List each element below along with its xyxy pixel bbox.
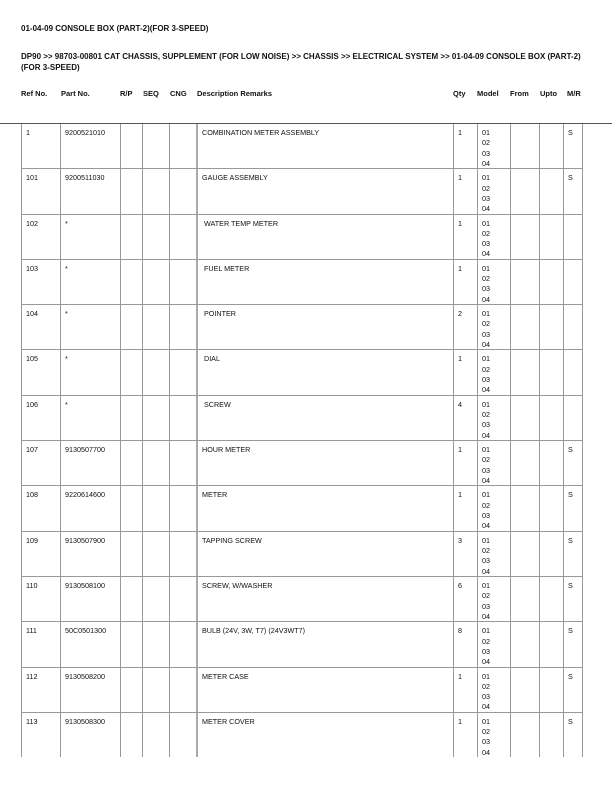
table-row[interactable] bbox=[21, 350, 583, 395]
table-row[interactable] bbox=[21, 532, 583, 577]
cell-rp bbox=[120, 622, 142, 666]
cell-mr: S bbox=[563, 668, 583, 712]
cell-ref: 103 bbox=[21, 260, 60, 304]
cell-cng bbox=[169, 486, 196, 530]
cell-from bbox=[510, 713, 539, 757]
cell-cng bbox=[169, 260, 196, 304]
cell-upto bbox=[539, 577, 563, 621]
cell-qty: 1 bbox=[453, 215, 477, 259]
header-rp: R/P bbox=[120, 89, 133, 98]
cell-ref: 105 bbox=[21, 350, 60, 394]
cell-upto bbox=[539, 713, 563, 757]
cell-desc: DIAL bbox=[196, 350, 453, 394]
cell-ref: 112 bbox=[21, 668, 60, 712]
model-code: 02 bbox=[482, 274, 490, 284]
model-code: 01 bbox=[482, 626, 490, 636]
cell-mr bbox=[563, 215, 583, 259]
cell-upto bbox=[539, 668, 563, 712]
cell-seq bbox=[142, 396, 169, 440]
cell-models bbox=[477, 532, 510, 576]
cell-desc: WATER TEMP METER bbox=[196, 215, 453, 259]
model-code: 02 bbox=[482, 364, 490, 374]
model-code: 03 bbox=[482, 148, 490, 158]
model-code: 03 bbox=[482, 284, 490, 294]
cell-models bbox=[477, 713, 510, 757]
cell-rp bbox=[120, 396, 142, 440]
cell-desc: HOUR METER bbox=[196, 441, 453, 485]
cell-part: * bbox=[60, 350, 120, 394]
cell-part: 9130507700 bbox=[60, 441, 120, 485]
cell-seq bbox=[142, 486, 169, 530]
cell-seq bbox=[142, 124, 169, 168]
model-code: 04 bbox=[482, 340, 490, 350]
cell-from bbox=[510, 169, 539, 213]
cell-models bbox=[477, 622, 510, 666]
cell-qty: 1 bbox=[453, 169, 477, 213]
cell-seq bbox=[142, 577, 169, 621]
table-row[interactable] bbox=[21, 169, 583, 214]
model-code: 04 bbox=[482, 566, 490, 576]
cell-from bbox=[510, 350, 539, 394]
model-code: 04 bbox=[482, 385, 490, 395]
cell-rp bbox=[120, 532, 142, 576]
cell-rp bbox=[120, 441, 142, 485]
cell-models bbox=[477, 305, 510, 349]
cell-models bbox=[477, 668, 510, 712]
cell-mr bbox=[563, 305, 583, 349]
cell-ref: 1 bbox=[21, 124, 60, 168]
cell-upto bbox=[539, 260, 563, 304]
cell-ref: 108 bbox=[21, 486, 60, 530]
cell-rp bbox=[120, 713, 142, 757]
cell-from bbox=[510, 305, 539, 349]
table-row[interactable] bbox=[21, 668, 583, 713]
model-code: 02 bbox=[482, 636, 490, 646]
cell-from bbox=[510, 396, 539, 440]
model-code: 04 bbox=[482, 611, 490, 621]
model-code: 03 bbox=[482, 465, 490, 475]
cell-models bbox=[477, 169, 510, 213]
model-code: 04 bbox=[482, 702, 490, 712]
cell-cng bbox=[169, 441, 196, 485]
cell-qty: 1 bbox=[453, 260, 477, 304]
cell-upto bbox=[539, 350, 563, 394]
cell-part: 50C0501300 bbox=[60, 622, 120, 666]
cell-rp bbox=[120, 486, 142, 530]
cell-rp bbox=[120, 124, 142, 168]
cell-rp bbox=[120, 577, 142, 621]
cell-cng bbox=[169, 713, 196, 757]
cell-cng bbox=[169, 532, 196, 576]
model-code: 01 bbox=[482, 399, 490, 409]
model-code: 03 bbox=[482, 737, 490, 747]
cell-qty: 1 bbox=[453, 486, 477, 530]
cell-mr: S bbox=[563, 169, 583, 213]
model-code: 01 bbox=[482, 671, 490, 681]
model-code: 02 bbox=[482, 500, 490, 510]
model-code: 01 bbox=[482, 354, 490, 364]
cell-seq bbox=[142, 169, 169, 213]
cell-desc: METER CASE bbox=[196, 668, 453, 712]
model-code: 03 bbox=[482, 601, 490, 611]
cell-upto bbox=[539, 124, 563, 168]
cell-cng bbox=[169, 577, 196, 621]
cell-from bbox=[510, 441, 539, 485]
table-row[interactable] bbox=[21, 577, 583, 622]
cell-upto bbox=[539, 441, 563, 485]
cell-from bbox=[510, 532, 539, 576]
cell-rp bbox=[120, 350, 142, 394]
model-code: 03 bbox=[482, 420, 490, 430]
model-code: 04 bbox=[482, 294, 490, 304]
model-code: 01 bbox=[482, 445, 490, 455]
cell-from bbox=[510, 124, 539, 168]
model-code: 01 bbox=[482, 716, 490, 726]
cell-rp bbox=[120, 260, 142, 304]
cell-mr bbox=[563, 350, 583, 394]
model-code: 02 bbox=[482, 410, 490, 420]
cell-ref: 110 bbox=[21, 577, 60, 621]
cell-cng bbox=[169, 305, 196, 349]
model-code: 02 bbox=[482, 228, 490, 238]
cell-mr: S bbox=[563, 486, 583, 530]
cell-ref: 113 bbox=[21, 713, 60, 757]
model-code: 02 bbox=[482, 138, 490, 148]
model-code: 03 bbox=[482, 646, 490, 656]
cell-part: * bbox=[60, 396, 120, 440]
cell-upto bbox=[539, 169, 563, 213]
cell-part: * bbox=[60, 305, 120, 349]
header-mr: M/R bbox=[567, 89, 581, 98]
cell-from bbox=[510, 577, 539, 621]
cell-desc: TAPPING SCREW bbox=[196, 532, 453, 576]
page-title: 01-04-09 CONSOLE BOX (PART-2)(FOR 3-SPEED) bbox=[21, 24, 209, 33]
cell-desc: GAUGE ASSEMBLY bbox=[196, 169, 453, 213]
model-code: 04 bbox=[482, 657, 490, 667]
cell-part: 9130508100 bbox=[60, 577, 120, 621]
cell-mr: S bbox=[563, 532, 583, 576]
model-code: 02 bbox=[482, 183, 490, 193]
cell-desc: POINTER bbox=[196, 305, 453, 349]
model-code: 01 bbox=[482, 173, 490, 183]
cell-models bbox=[477, 215, 510, 259]
model-code: 04 bbox=[482, 475, 490, 485]
model-code: 02 bbox=[482, 455, 490, 465]
cell-models bbox=[477, 441, 510, 485]
model-code: 02 bbox=[482, 727, 490, 737]
model-code: 04 bbox=[482, 249, 490, 259]
model-code: 04 bbox=[482, 204, 490, 214]
model-code: 03 bbox=[482, 329, 490, 339]
header-upto: Upto bbox=[540, 89, 558, 98]
cell-mr bbox=[563, 260, 583, 304]
cell-ref: 106 bbox=[21, 396, 60, 440]
cell-cng bbox=[169, 124, 196, 168]
model-code: 02 bbox=[482, 319, 490, 329]
header-ref: Ref No. bbox=[21, 89, 48, 98]
table-row[interactable] bbox=[21, 124, 583, 169]
cell-models bbox=[477, 396, 510, 440]
model-code: 03 bbox=[482, 193, 490, 203]
cell-seq bbox=[142, 713, 169, 757]
table-row[interactable] bbox=[21, 486, 583, 531]
cell-models bbox=[477, 577, 510, 621]
cell-qty: 2 bbox=[453, 305, 477, 349]
cell-qty: 4 bbox=[453, 396, 477, 440]
cell-qty: 1 bbox=[453, 350, 477, 394]
model-code: 01 bbox=[482, 263, 490, 273]
cell-seq bbox=[142, 622, 169, 666]
model-code: 04 bbox=[482, 747, 490, 757]
cell-desc: SCREW, W/WASHER bbox=[196, 577, 453, 621]
cell-mr: S bbox=[563, 713, 583, 757]
cell-mr: S bbox=[563, 441, 583, 485]
table-row[interactable] bbox=[21, 260, 583, 305]
cell-seq bbox=[142, 532, 169, 576]
model-code: 04 bbox=[482, 521, 490, 531]
cell-cng bbox=[169, 622, 196, 666]
cell-qty: 3 bbox=[453, 532, 477, 576]
cell-ref: 111 bbox=[21, 622, 60, 666]
cell-from bbox=[510, 622, 539, 666]
cell-seq bbox=[142, 441, 169, 485]
model-code: 04 bbox=[482, 158, 490, 168]
cell-rp bbox=[120, 668, 142, 712]
cell-models bbox=[477, 260, 510, 304]
model-code: 01 bbox=[482, 535, 490, 545]
model-code: 01 bbox=[482, 218, 490, 228]
cell-desc: SCREW bbox=[196, 396, 453, 440]
cell-part: 9200521010 bbox=[60, 124, 120, 168]
cell-seq bbox=[142, 215, 169, 259]
cell-upto bbox=[539, 486, 563, 530]
cell-mr: S bbox=[563, 622, 583, 666]
cell-rp bbox=[120, 215, 142, 259]
table-row[interactable] bbox=[21, 622, 583, 667]
cell-ref: 104 bbox=[21, 305, 60, 349]
cell-desc: METER COVER bbox=[196, 713, 453, 757]
header-model: Model bbox=[477, 89, 499, 98]
cell-part: 9130507900 bbox=[60, 532, 120, 576]
cell-cng bbox=[169, 169, 196, 213]
cell-part: 9130508200 bbox=[60, 668, 120, 712]
cell-qty: 1 bbox=[453, 441, 477, 485]
cell-mr bbox=[563, 396, 583, 440]
cell-cng bbox=[169, 350, 196, 394]
cell-upto bbox=[539, 622, 563, 666]
table-row[interactable] bbox=[21, 396, 583, 441]
table-row[interactable] bbox=[21, 305, 583, 350]
header-desc: Description Remarks bbox=[197, 89, 273, 98]
header-seq: SEQ bbox=[143, 89, 159, 98]
table-row[interactable] bbox=[21, 713, 583, 757]
parts-table bbox=[21, 124, 583, 757]
cell-ref: 102 bbox=[21, 215, 60, 259]
model-code: 02 bbox=[482, 681, 490, 691]
cell-qty: 1 bbox=[453, 124, 477, 168]
header-part: Part No. bbox=[61, 89, 90, 98]
model-code: 03 bbox=[482, 375, 490, 385]
cell-ref: 109 bbox=[21, 532, 60, 576]
cell-models bbox=[477, 486, 510, 530]
model-code: 03 bbox=[482, 510, 490, 520]
cell-upto bbox=[539, 396, 563, 440]
cell-cng bbox=[169, 215, 196, 259]
cell-models bbox=[477, 124, 510, 168]
header-qty: Qty bbox=[453, 89, 466, 98]
cell-desc: BULB (24V, 3W, T7) (24V3WT7) bbox=[196, 622, 453, 666]
cell-from bbox=[510, 668, 539, 712]
cell-qty: 8 bbox=[453, 622, 477, 666]
cell-desc: FUEL METER bbox=[196, 260, 453, 304]
model-code: 01 bbox=[482, 580, 490, 590]
table-row[interactable] bbox=[21, 215, 583, 260]
cell-part: 9200511030 bbox=[60, 169, 120, 213]
header-from: From bbox=[510, 89, 529, 98]
cell-cng bbox=[169, 668, 196, 712]
model-code: 03 bbox=[482, 239, 490, 249]
cell-ref: 101 bbox=[21, 169, 60, 213]
cell-desc: COMBINATION METER ASSEMBLY bbox=[196, 124, 453, 168]
cell-seq bbox=[142, 305, 169, 349]
model-code: 01 bbox=[482, 309, 490, 319]
cell-upto bbox=[539, 305, 563, 349]
model-code: 02 bbox=[482, 591, 490, 601]
cell-ref: 107 bbox=[21, 441, 60, 485]
model-code: 01 bbox=[482, 490, 490, 500]
model-code: 03 bbox=[482, 692, 490, 702]
cell-qty: 6 bbox=[453, 577, 477, 621]
cell-from bbox=[510, 260, 539, 304]
breadcrumb: DP90 >> 98703-00801 CAT CHASSIS, SUPPLEMENT (FOR LOW NOISE) >> CHASSIS >> ELECTRICAL SYSTEM >> 01-04-09 CONSOLE BOX (PART-2)(FOR 3-SPEED) bbox=[21, 52, 581, 72]
header-cng: CNG bbox=[170, 89, 187, 98]
cell-seq bbox=[142, 668, 169, 712]
table-row[interactable] bbox=[21, 441, 583, 486]
cell-from bbox=[510, 215, 539, 259]
cell-qty: 1 bbox=[453, 668, 477, 712]
cell-qty: 1 bbox=[453, 713, 477, 757]
model-code: 02 bbox=[482, 545, 490, 555]
cell-rp bbox=[120, 169, 142, 213]
cell-upto bbox=[539, 215, 563, 259]
cell-part: * bbox=[60, 215, 120, 259]
cell-models bbox=[477, 350, 510, 394]
table-header bbox=[0, 89, 612, 124]
cell-mr: S bbox=[563, 124, 583, 168]
cell-part: 9130508300 bbox=[60, 713, 120, 757]
cell-seq bbox=[142, 260, 169, 304]
cell-cng bbox=[169, 396, 196, 440]
cell-seq bbox=[142, 350, 169, 394]
cell-rp bbox=[120, 305, 142, 349]
cell-desc: METER bbox=[196, 486, 453, 530]
model-code: 01 bbox=[482, 128, 490, 137]
cell-from bbox=[510, 486, 539, 530]
model-code: 04 bbox=[482, 430, 490, 440]
cell-part: 9220614600 bbox=[60, 486, 120, 530]
cell-upto bbox=[539, 532, 563, 576]
cell-mr: S bbox=[563, 577, 583, 621]
cell-part: * bbox=[60, 260, 120, 304]
model-code: 03 bbox=[482, 556, 490, 566]
